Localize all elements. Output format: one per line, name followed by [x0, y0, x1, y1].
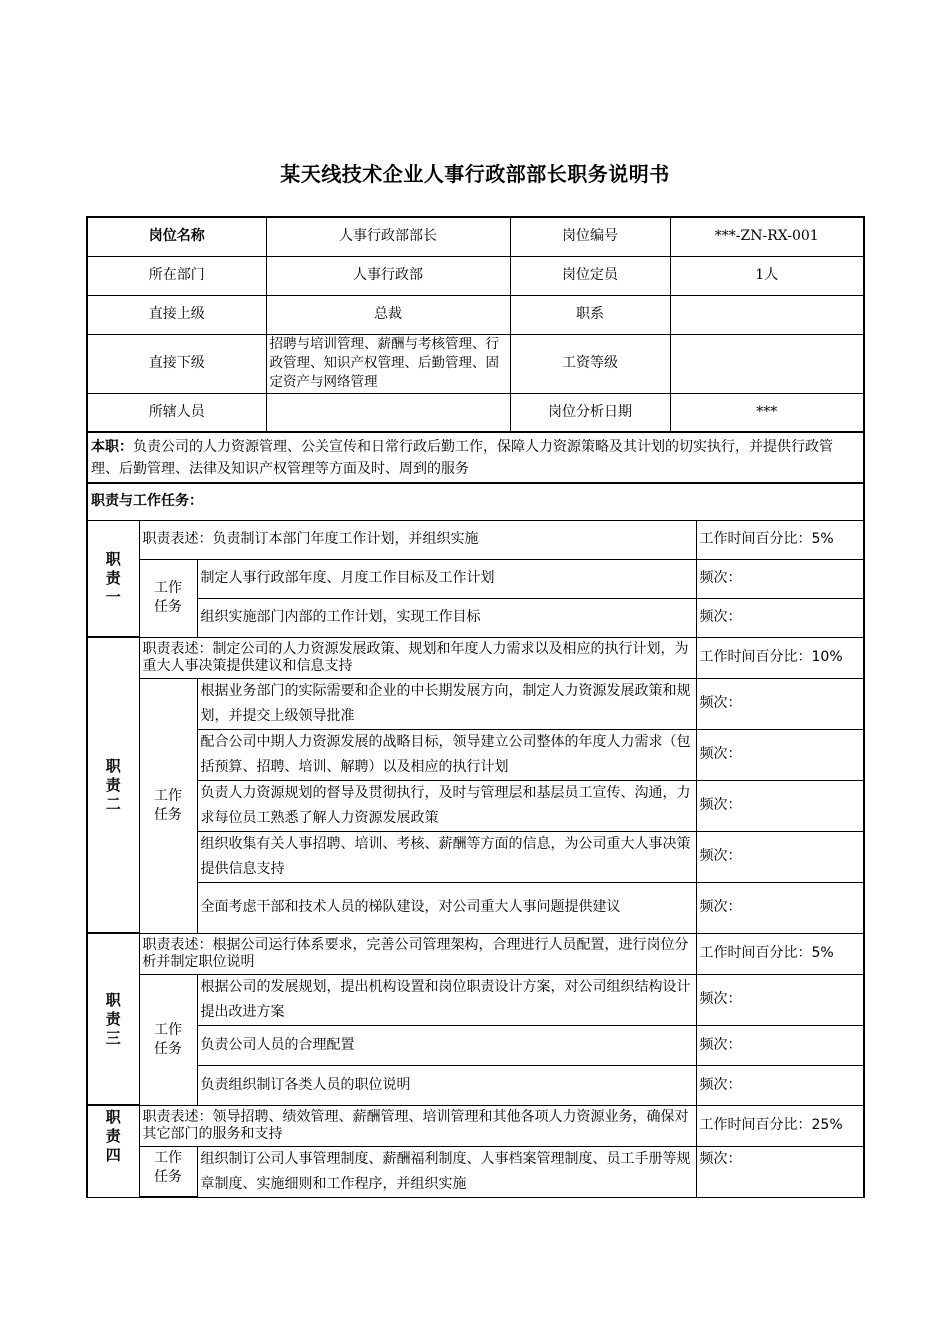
staff-under-label: 所辖人员 — [87, 393, 266, 432]
duty-3-task-2: 负责公司人员的合理配置 — [197, 1025, 696, 1065]
duty-3-label: 职 责 三 — [87, 933, 139, 1105]
duty-1-task-1-frequency: 频次： — [696, 559, 864, 598]
duty-summary — [87, 432, 864, 483]
duty-2-label: 职 责 二 — [87, 637, 139, 933]
direct-subordinate-label: 直接下级 — [87, 334, 266, 393]
department-label: 所在部门 — [87, 256, 266, 295]
duty-2-task-4: 组织收集有关人事招聘、培训、考核、薪酬等方面的信息，为公司重大人事决策提供信息支持 — [197, 831, 696, 882]
direct-superior-label: 直接上级 — [87, 295, 266, 334]
duty-3-task-1-frequency: 频次： — [696, 974, 864, 1025]
basic-info-table — [86, 216, 865, 521]
duty-4-label: 职 责 四 — [87, 1105, 139, 1197]
duty-1-task-label: 工作 任务 — [139, 559, 197, 637]
duty-1-task-2-frequency: 频次： — [696, 598, 864, 637]
duty-3-task-2-frequency: 频次： — [696, 1025, 864, 1065]
duty-4-task-1: 组织制订公司人事管理制度、薪酬福利制度、人事档案管理制度、员工手册等规章制度、实施细则和工作程序，并组织实施 — [197, 1146, 696, 1197]
position-name-value: 人事行政部部长 — [266, 217, 510, 256]
duty-1-label: 职 责 一 — [87, 520, 139, 637]
section-title: 职责与工作任务： — [87, 483, 864, 520]
duty-1-task-2: 组织实施部门内部的工作计划，实现工作目标 — [197, 598, 696, 637]
document-title: 某天线技术企业人事行政部部长职务说明书 — [280, 162, 670, 186]
duty-3-task-3: 负责组织制订各类人员的职位说明 — [197, 1065, 696, 1105]
duty-2-task-3: 负责人力资源规划的督导及贯彻执行，及时与管理层和基层员工宣传、沟通，力求每位员工熟悉了解人力资源发展政策 — [197, 780, 696, 831]
department-value: 人事行政部 — [266, 256, 510, 295]
job-family-label: 职系 — [510, 295, 670, 334]
job-family-value — [670, 295, 864, 334]
duty-3-task-3-frequency: 频次： — [696, 1065, 864, 1105]
duty-2-task-1-frequency: 频次： — [696, 678, 864, 729]
analysis-date-label: 岗位分析日期 — [510, 393, 670, 432]
duty-2-task-2-frequency: 频次： — [696, 729, 864, 780]
salary-grade-value — [670, 334, 864, 393]
duty-summary-label: 本职： — [91, 438, 133, 455]
direct-superior-value: 总裁 — [266, 295, 510, 334]
salary-grade-label: 工资等级 — [510, 334, 670, 393]
duty-2-statement: 职责表述：制定公司的人力资源发展政策、规划和年度人力需求以及相应的执行计划，为重大人事决策提供建议和信息支持 — [139, 637, 696, 678]
duty-3-task-label: 工作 任务 — [139, 974, 197, 1105]
headcount-value: 1人 — [670, 256, 864, 295]
staff-under-value — [266, 393, 510, 432]
duty-3-task-1: 根据公司的发展规划，提出机构设置和岗位职责设计方案，对公司组织结构设计提出改进方案 — [197, 974, 696, 1025]
duty-4-time-percent: 工作时间百分比：25% — [696, 1105, 864, 1146]
job-description-form — [86, 216, 863, 1198]
analysis-date-value: *** — [670, 393, 864, 432]
duty-4-task-1-frequency: 频次： — [696, 1146, 864, 1197]
duty-3-time-percent: 工作时间百分比：5% — [696, 933, 864, 974]
duty-2-task-label: 工作 任务 — [139, 678, 197, 933]
duty-3-statement: 职责表述：根据公司运行体系要求，完善公司管理架构，合理进行人员配置，进行岗位分析并制定职位说明 — [139, 933, 696, 974]
duty-2-task-5-frequency: 频次： — [696, 882, 864, 933]
duty-2-task-4-frequency: 频次： — [696, 831, 864, 882]
duty-1-task-1: 制定人事行政部年度、月度工作目标及工作计划 — [197, 559, 696, 598]
duty-1-statement: 职责表述：负责制订本部门年度工作计划，并组织实施 — [139, 520, 696, 559]
direct-subordinate-value: 招聘与培训管理、薪酬与考核管理、行政管理、知识产权管理、后勤管理、固定资产与网络管理 — [266, 334, 510, 393]
position-code-value: ***-ZN-RX-001 — [670, 217, 864, 256]
duty-2-task-3-frequency: 频次： — [696, 780, 864, 831]
duty-summary-text: 负责公司的人力资源管理、公关宣传和日常行政后勤工作，保障人力资源策略及其计划的切实执行，并提供行政管理、后勤管理、法律及知识产权管理等方面及时、周到的服务 — [91, 438, 833, 477]
duty-2-task-5: 全面考虑干部和技术人员的梯队建设，对公司重大人事问题提供建议 — [197, 882, 696, 933]
duty-2-time-percent: 工作时间百分比：10% — [696, 637, 864, 678]
duties-table — [86, 520, 865, 1199]
duty-2-task-1: 根据业务部门的实际需要和企业的中长期发展方向，制定人力资源发展政策和规划，并提交上级领导批准 — [197, 678, 696, 729]
headcount-label: 岗位定员 — [510, 256, 670, 295]
position-name-label: 岗位名称 — [87, 217, 266, 256]
duty-1-time-percent: 工作时间百分比：5% — [696, 520, 864, 559]
duty-4-task-label: 工作 任务 — [139, 1146, 197, 1197]
duty-2-task-2: 配合公司中期人力资源发展的战略目标，领导建立公司整体的年度人力需求（包括预算、招聘、培训、解聘）以及相应的执行计划 — [197, 729, 696, 780]
position-code-label: 岗位编号 — [510, 217, 670, 256]
duty-4-statement: 职责表述：领导招聘、绩效管理、薪酬管理、培训管理和其他各项人力资源业务，确保对其它部门的服务和支持 — [139, 1105, 696, 1146]
